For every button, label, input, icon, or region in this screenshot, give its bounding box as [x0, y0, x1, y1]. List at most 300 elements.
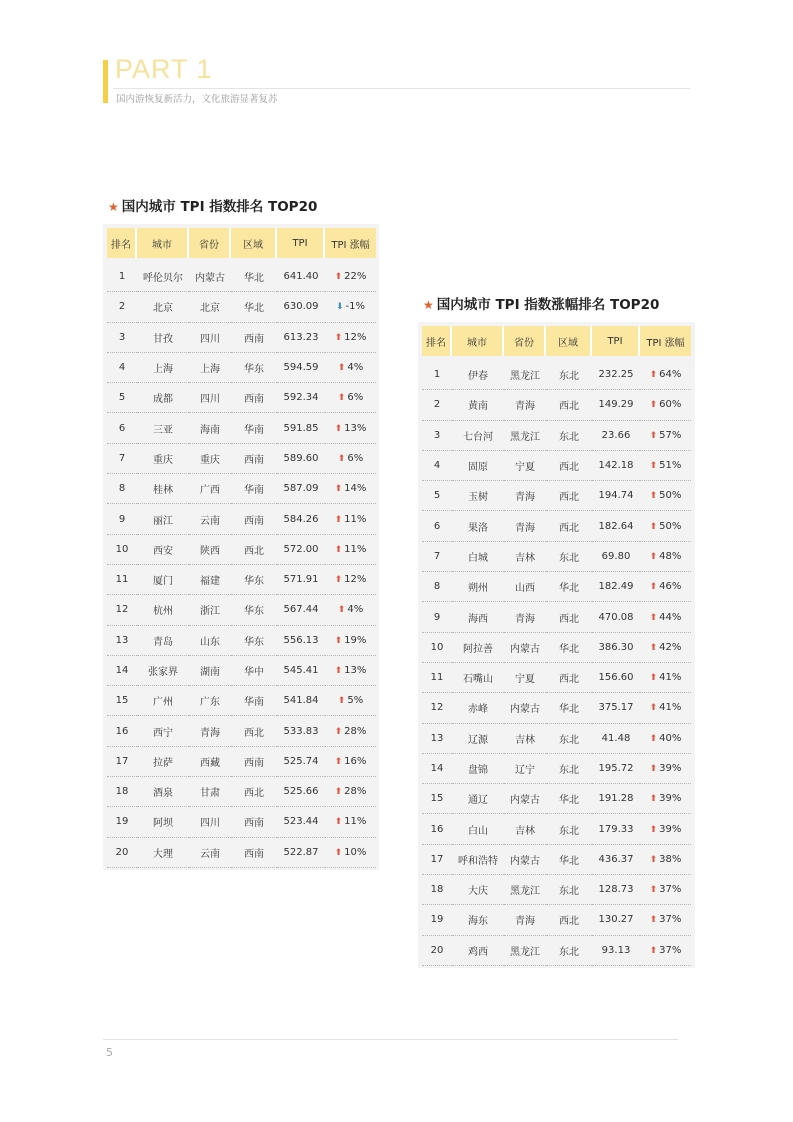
table-row: [422, 542, 691, 572]
cell-region: 华南: [231, 474, 277, 504]
cell-tpi: 525.66: [277, 777, 325, 807]
cell-rank: 20: [107, 838, 137, 868]
cell-province: 上海: [189, 353, 231, 383]
column-header: TPI 涨幅: [640, 326, 691, 356]
column-header: TPI 涨幅: [325, 228, 376, 258]
table-row: [107, 595, 376, 625]
cell-tpi: 436.37: [592, 845, 640, 875]
cell-province: 湖南: [189, 656, 231, 686]
up-arrow-icon: ⬆: [334, 756, 343, 767]
cell-rank: 17: [422, 845, 452, 875]
cell-rank: 2: [107, 292, 137, 322]
cell-province: 吉林: [504, 724, 546, 754]
cell-rank: 10: [107, 535, 137, 565]
cell-city: 西宁: [137, 716, 189, 746]
cell-change: [325, 353, 376, 383]
up-arrow-icon: ⬆: [334, 514, 343, 525]
cell-tpi: 386.30: [592, 633, 640, 663]
cell-region: 华东: [231, 595, 277, 625]
up-arrow-icon: ⬆: [334, 635, 343, 646]
cell-city: 固原: [452, 451, 504, 481]
cell-rank: 11: [422, 663, 452, 693]
table-row: [107, 383, 376, 413]
cell-rank: 10: [422, 633, 452, 663]
cell-region: 东北: [546, 875, 592, 905]
cell-tpi: 594.59: [277, 353, 325, 383]
table-row: [107, 716, 376, 746]
up-arrow-icon: ⬆: [649, 703, 658, 714]
cell-city: 呼伦贝尔: [137, 258, 189, 292]
cell-province: 黑龙江: [504, 356, 546, 390]
cell-rank: 7: [107, 444, 137, 474]
cell-tpi: 156.60: [592, 663, 640, 693]
cell-province: 青海: [504, 481, 546, 511]
cell-city: 石嘴山: [452, 663, 504, 693]
cell-rank: 20: [422, 936, 452, 966]
cell-change: [325, 626, 376, 656]
change-value: 39%: [659, 793, 682, 805]
up-arrow-icon: ⬆: [334, 332, 343, 343]
cell-city: 杭州: [137, 595, 189, 625]
cell-change: [325, 292, 376, 322]
up-arrow-icon: ⬆: [649, 854, 658, 865]
cell-province: 山东: [189, 626, 231, 656]
cell-change: [640, 814, 691, 844]
cell-rank: 3: [422, 421, 452, 451]
cell-province: 内蒙古: [504, 633, 546, 663]
change-value: 22%: [344, 271, 367, 283]
cell-province: 广西: [189, 474, 231, 504]
change-value: 28%: [344, 786, 367, 798]
cell-rank: 17: [107, 747, 137, 777]
table-row: [107, 444, 376, 474]
cell-province: 甘肃: [189, 777, 231, 807]
cell-tpi: 128.73: [592, 875, 640, 905]
cell-city: 白山: [452, 814, 504, 844]
change-value: 28%: [344, 725, 367, 737]
change-value: 6%: [347, 392, 364, 404]
table-row: [422, 814, 691, 844]
cell-change: [325, 504, 376, 534]
cell-rank: 8: [422, 572, 452, 602]
cell-region: 华北: [546, 572, 592, 602]
cell-province: 四川: [189, 323, 231, 353]
cell-tpi: 571.91: [277, 565, 325, 595]
cell-city: 上海: [137, 353, 189, 383]
cell-city: 广州: [137, 686, 189, 716]
table-row: [422, 390, 691, 420]
up-arrow-icon: ⬆: [337, 696, 346, 707]
cell-province: 青海: [189, 716, 231, 746]
cell-region: 西南: [231, 444, 277, 474]
cell-region: 华中: [231, 656, 277, 686]
table-row: [107, 686, 376, 716]
cell-tpi: 69.80: [592, 542, 640, 572]
cell-rank: 5: [422, 481, 452, 511]
cell-province: 青海: [504, 511, 546, 541]
up-arrow-icon: ⬆: [649, 400, 658, 411]
cell-region: 西北: [546, 451, 592, 481]
cell-tpi: 533.83: [277, 716, 325, 746]
cell-rank: 7: [422, 542, 452, 572]
cell-rank: 12: [422, 693, 452, 723]
cell-region: 东北: [546, 542, 592, 572]
cell-change: [640, 602, 691, 632]
table-row: [422, 936, 691, 966]
cell-city: 阿坝: [137, 807, 189, 837]
cell-change: [640, 936, 691, 966]
cell-tpi: 182.64: [592, 511, 640, 541]
change-value: 5%: [347, 695, 364, 707]
cell-tpi: 587.09: [277, 474, 325, 504]
table-row: [107, 353, 376, 383]
cell-city: 西安: [137, 535, 189, 565]
up-arrow-icon: ⬆: [334, 575, 343, 586]
cell-change: [640, 724, 691, 754]
cell-city: 果洛: [452, 511, 504, 541]
cell-change: [325, 444, 376, 474]
cell-tpi: 545.41: [277, 656, 325, 686]
cell-change: [325, 413, 376, 443]
cell-province: 青海: [504, 602, 546, 632]
change-value: 12%: [344, 574, 367, 586]
cell-city: 成都: [137, 383, 189, 413]
up-arrow-icon: ⬆: [334, 423, 343, 434]
cell-rank: 15: [422, 784, 452, 814]
table-row: [107, 656, 376, 686]
column-header: TPI: [277, 228, 325, 258]
cell-province: 云南: [189, 838, 231, 868]
column-header: 省份: [504, 326, 546, 356]
table-row: [422, 572, 691, 602]
up-arrow-icon: ⬆: [334, 726, 343, 737]
cell-city: 酒泉: [137, 777, 189, 807]
change-value: 46%: [659, 581, 682, 593]
up-arrow-icon: ⬆: [334, 666, 343, 676]
cell-change: [640, 754, 691, 784]
table-row: [422, 633, 691, 663]
cell-region: 西北: [231, 716, 277, 746]
cell-rank: 16: [422, 814, 452, 844]
change-value: 13%: [344, 665, 367, 676]
table-row: [422, 784, 691, 814]
cell-change: [640, 451, 691, 481]
change-value: 57%: [659, 429, 682, 441]
change-value: 39%: [659, 763, 682, 774]
table-row: [422, 481, 691, 511]
cell-change: [325, 474, 376, 504]
table-row: [107, 535, 376, 565]
table-row: [422, 511, 691, 541]
table-row: [107, 413, 376, 443]
footer-divider: [103, 1039, 678, 1040]
table-row: [107, 747, 376, 777]
cell-region: 华东: [231, 353, 277, 383]
page-number: 5: [106, 1046, 113, 1059]
up-arrow-icon: ⬆: [334, 817, 343, 828]
up-arrow-icon: ⬆: [337, 453, 346, 464]
cell-tpi: 470.08: [592, 602, 640, 632]
cell-change: [325, 838, 376, 868]
cell-region: 华北: [546, 693, 592, 723]
cell-city: 拉萨: [137, 747, 189, 777]
up-arrow-icon: ⬆: [337, 393, 346, 404]
cell-province: 广东: [189, 686, 231, 716]
cell-region: 西北: [546, 602, 592, 632]
cell-change: [640, 875, 691, 905]
up-arrow-icon: ⬆: [649, 673, 658, 684]
change-value: -1%: [345, 301, 366, 313]
table-row: [422, 845, 691, 875]
part-subtitle: 国内游恢复新活力，文化旅游显著复苏: [116, 94, 278, 105]
change-value: 64%: [659, 369, 682, 381]
cell-change: [325, 807, 376, 837]
cell-city: 赤峰: [452, 693, 504, 723]
cell-city: 北京: [137, 292, 189, 322]
table-row: [107, 292, 376, 322]
cell-change: [325, 323, 376, 353]
cell-province: 青海: [504, 905, 546, 935]
cell-tpi: 375.17: [592, 693, 640, 723]
cell-rank: 6: [422, 511, 452, 541]
header-divider: [113, 88, 690, 89]
cell-rank: 4: [422, 451, 452, 481]
cell-region: 西北: [546, 905, 592, 935]
column-header: 城市: [452, 326, 504, 356]
cell-region: 西北: [546, 663, 592, 693]
cell-city: 辽源: [452, 724, 504, 754]
cell-change: [325, 777, 376, 807]
table-row: [107, 565, 376, 595]
cell-city: 厦门: [137, 565, 189, 595]
up-arrow-icon: ⬆: [334, 787, 343, 798]
change-value: 11%: [344, 543, 367, 555]
change-value: 16%: [344, 755, 367, 767]
cell-province: 内蒙古: [504, 693, 546, 723]
cell-region: 华北: [546, 633, 592, 663]
table-row: [422, 356, 691, 390]
cell-city: 盘锦: [452, 754, 504, 784]
cell-region: 西南: [231, 838, 277, 868]
table-row: [422, 451, 691, 481]
up-arrow-icon: ⬆: [649, 551, 658, 562]
table-header-row: [107, 228, 376, 258]
cell-region: 西南: [231, 383, 277, 413]
up-arrow-icon: ⬆: [334, 272, 343, 283]
cell-tpi: 523.44: [277, 807, 325, 837]
change-value: 50%: [659, 520, 682, 532]
change-value: 19%: [344, 634, 367, 646]
table-row: [107, 258, 376, 292]
right-table-title: [423, 293, 659, 313]
cell-region: 西北: [231, 535, 277, 565]
cell-tpi: 130.27: [592, 905, 640, 935]
change-value: 51%: [659, 460, 682, 472]
cell-province: 福建: [189, 565, 231, 595]
cell-rank: 13: [107, 626, 137, 656]
cell-region: 西南: [231, 747, 277, 777]
cell-tpi: 592.34: [277, 383, 325, 413]
up-arrow-icon: ⬆: [649, 945, 658, 956]
cell-tpi: 93.13: [592, 936, 640, 966]
change-value: 11%: [344, 816, 367, 828]
cell-change: [640, 693, 691, 723]
change-value: 42%: [659, 641, 682, 653]
cell-tpi: 149.29: [592, 390, 640, 420]
right-table-title-text: 国内城市 TPI 指数涨幅排名 TOP20: [436, 297, 660, 313]
cell-tpi: 641.40: [277, 258, 325, 292]
up-arrow-icon: ⬆: [649, 915, 658, 926]
left-table-title: [108, 195, 317, 215]
cell-region: 华东: [231, 626, 277, 656]
down-arrow-icon: ⬇: [335, 302, 344, 313]
cell-change: [325, 716, 376, 746]
cell-region: 华南: [231, 686, 277, 716]
column-header: 区域: [231, 228, 277, 258]
change-value: 48%: [659, 550, 682, 562]
cell-rank: 6: [107, 413, 137, 443]
change-value: 41%: [659, 702, 682, 714]
change-value: 37%: [659, 944, 682, 956]
cell-city: 海东: [452, 905, 504, 935]
cell-tpi: 572.00: [277, 535, 325, 565]
cell-tpi: 41.48: [592, 724, 640, 754]
cell-region: 东北: [546, 814, 592, 844]
cell-tpi: 179.33: [592, 814, 640, 844]
cell-rank: 12: [107, 595, 137, 625]
change-value: 40%: [659, 732, 682, 744]
cell-city: 大庆: [452, 875, 504, 905]
change-value: 37%: [659, 884, 682, 896]
cell-tpi: 195.72: [592, 754, 640, 784]
cell-city: 通辽: [452, 784, 504, 814]
cell-tpi: 613.23: [277, 323, 325, 353]
cell-tpi: 142.18: [592, 451, 640, 481]
up-arrow-icon: ⬆: [337, 605, 346, 616]
column-header: TPI: [592, 326, 640, 356]
cell-city: 呼和浩特: [452, 845, 504, 875]
cell-region: 东北: [546, 356, 592, 390]
up-arrow-icon: ⬆: [334, 847, 343, 858]
cell-rank: 5: [107, 383, 137, 413]
cell-province: 宁夏: [504, 451, 546, 481]
cell-region: 西北: [546, 481, 592, 511]
cell-change: [325, 747, 376, 777]
table-row: [107, 838, 376, 868]
cell-city: 黄南: [452, 390, 504, 420]
cell-rank: 16: [107, 716, 137, 746]
cell-province: 浙江: [189, 595, 231, 625]
cell-city: 白城: [452, 542, 504, 572]
up-arrow-icon: ⬆: [334, 484, 343, 495]
up-arrow-icon: ⬆: [649, 491, 658, 502]
change-value: 50%: [659, 490, 682, 502]
column-header: 省份: [189, 228, 231, 258]
cell-rank: 14: [422, 754, 452, 784]
table-row: [422, 754, 691, 784]
cell-province: 北京: [189, 292, 231, 322]
cell-rank: 11: [107, 565, 137, 595]
up-arrow-icon: ⬆: [649, 612, 658, 623]
cell-city: 鸡西: [452, 936, 504, 966]
cell-city: 伊春: [452, 356, 504, 390]
cell-rank: 14: [107, 656, 137, 686]
cell-city: 青岛: [137, 626, 189, 656]
up-arrow-icon: ⬆: [649, 370, 658, 381]
column-header: 排名: [422, 326, 452, 356]
cell-region: 西北: [546, 390, 592, 420]
change-value: 14%: [344, 483, 367, 495]
part-title: PART 1: [115, 54, 213, 84]
cell-change: [325, 595, 376, 625]
cell-tpi: 589.60: [277, 444, 325, 474]
cell-province: 黑龙江: [504, 421, 546, 451]
cell-region: 华北: [231, 292, 277, 322]
cell-tpi: 591.85: [277, 413, 325, 443]
cell-region: 华北: [546, 784, 592, 814]
change-value: 4%: [347, 604, 364, 616]
cell-province: 吉林: [504, 814, 546, 844]
cell-tpi: 522.87: [277, 838, 325, 868]
cell-region: 华东: [231, 565, 277, 595]
up-arrow-icon: ⬆: [337, 363, 346, 374]
cell-change: [325, 656, 376, 686]
cell-region: 西南: [231, 323, 277, 353]
cell-tpi: 567.44: [277, 595, 325, 625]
cell-change: [325, 535, 376, 565]
cell-rank: 1: [422, 356, 452, 390]
cell-change: [640, 356, 691, 390]
cell-province: 重庆: [189, 444, 231, 474]
table-row: [422, 693, 691, 723]
cell-change: [640, 784, 691, 814]
cell-change: [640, 481, 691, 511]
change-value: 13%: [344, 422, 367, 434]
cell-city: 张家界: [137, 656, 189, 686]
cell-tpi: 182.49: [592, 572, 640, 602]
cell-province: 黑龙江: [504, 936, 546, 966]
cell-rank: 4: [107, 353, 137, 383]
cell-tpi: 191.28: [592, 784, 640, 814]
cell-province: 陕西: [189, 535, 231, 565]
table-row: [422, 724, 691, 754]
cell-change: [640, 511, 691, 541]
tpi-growth-ranking-table: [422, 326, 691, 966]
up-arrow-icon: ⬆: [649, 582, 658, 593]
column-header: 区域: [546, 326, 592, 356]
table-row: [422, 875, 691, 905]
cell-change: [640, 905, 691, 935]
cell-region: 华北: [231, 258, 277, 292]
change-value: 4%: [347, 362, 364, 374]
change-value: 37%: [659, 914, 682, 926]
cell-province: 内蒙古: [189, 258, 231, 292]
part-accent-bar: [103, 60, 108, 103]
cell-city: 七台河: [452, 421, 504, 451]
cell-city: 阿拉善: [452, 633, 504, 663]
cell-region: 西北: [546, 511, 592, 541]
cell-rank: 9: [422, 602, 452, 632]
table-row: [107, 807, 376, 837]
table-row: [422, 602, 691, 632]
star-icon: ★: [108, 200, 119, 214]
cell-city: 朔州: [452, 572, 504, 602]
cell-change: [640, 421, 691, 451]
column-header: 排名: [107, 228, 137, 258]
cell-rank: 18: [422, 875, 452, 905]
cell-province: 西藏: [189, 747, 231, 777]
cell-tpi: 630.09: [277, 292, 325, 322]
